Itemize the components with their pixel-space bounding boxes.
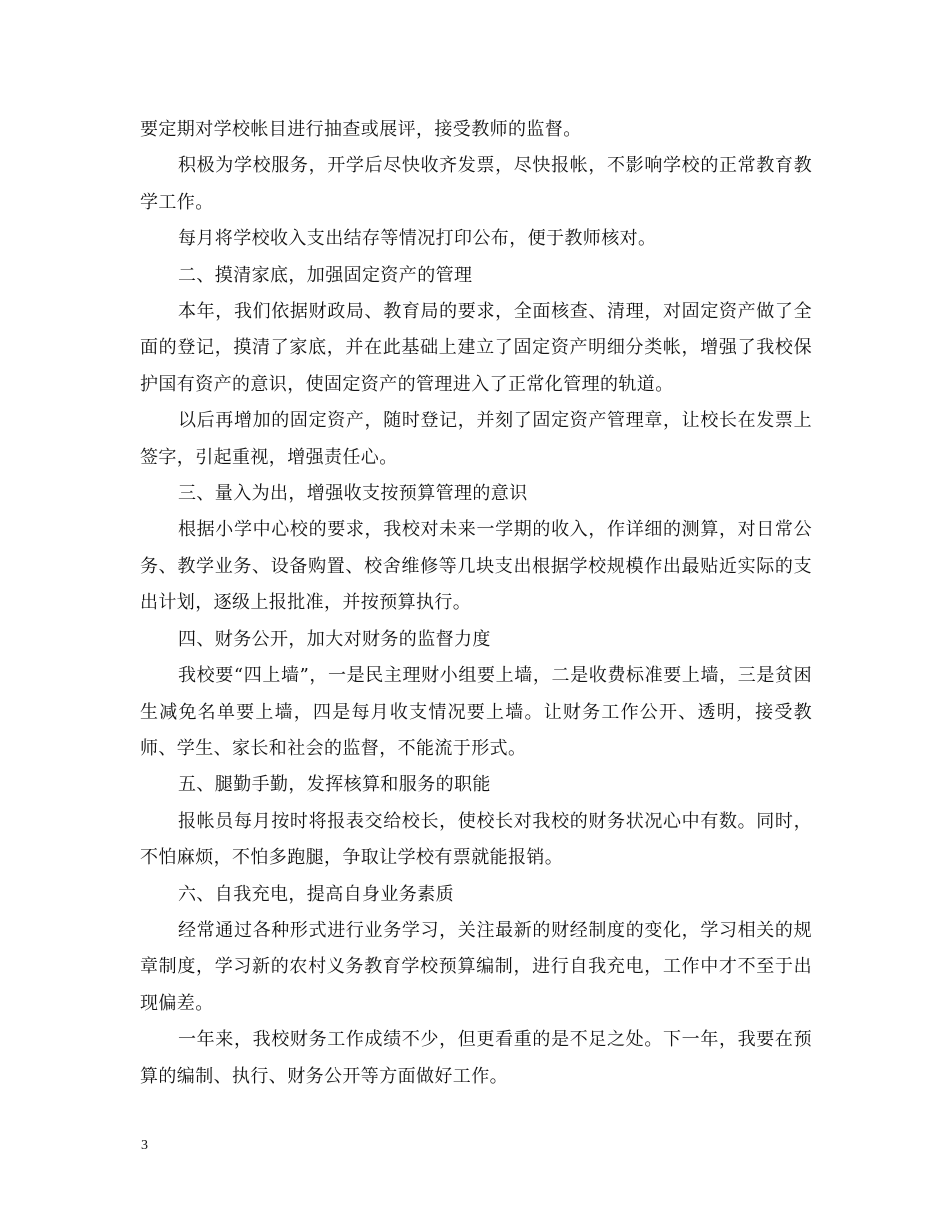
paragraph: 每月将学校收入支出结存等情况打印公布，便于教师核对。 (178, 228, 657, 250)
paragraph-continuation: 要定期对学校帐目进行抽查或展评，接受教师的监督。 (140, 119, 582, 140)
paragraph: 根据小学中心校的要求，我校对未来一学期的收入，作详细的测算，对日常公务、教学业务、设备购置、校舍维修等几块支出根据学校规模作出最贴近实际的支出计划，逐级上报批准，并按预算执行。 (140, 519, 812, 614)
section-heading: 六、自我充电，提高自身业务素质 (178, 883, 454, 905)
paragraph: 积极为学校服务，开学后尽快收齐发票，尽快报帐，不影响学校的正常教育教学工作。 (140, 155, 812, 213)
section-heading: 三、量入为出，增强收支按预算管理的意识 (178, 483, 528, 505)
paragraph: 本年，我们依据财政局、教育局的要求，全面核查、清理，对固定资产做了全面的登记，摸清了家底，并在此基础上建立了固定资产明细分类帐，增强了我校保护国有资产的意识，使固定资产的管理进入了正常化管理的轨道。 (140, 301, 812, 395)
paragraph: 经常通过各种形式进行业务学习，关注最新的财经制度的变化，学习相关的规章制度，学习新的农村义务教育学校预算编制，进行自我充电，工作中才不至于出现偏差。 (140, 919, 812, 1014)
paragraph: 报帐员每月按时将报表交给校长，使校长对我校的财务状况心中有数。同时，不怕麻烦，不怕多跑腿，争取让学校有票就能报销。 (140, 810, 812, 869)
section-heading: 四、财务公开，加大对财务的监督力度 (178, 628, 491, 650)
paragraph: 以后再增加的固定资产，随时登记，并刻了固定资产管理章，让校长在发票上签字，引起重视，增强责任心。 (140, 410, 812, 468)
section-heading: 二、摸清家底，加强固定资产的管理 (178, 264, 473, 286)
document-body (140, 112, 812, 1095)
paragraph: 我校要“四上墙”，一是民主理财小组要上墙，二是收费标准要上墙，三是贫困生减免名单要上墙，四是每月收支情况要上墙。让财务工作公开、透明，接受教师、学生、家长和社会的监督，不能流于形式。 (140, 665, 812, 759)
page-number: 3 (141, 1138, 148, 1153)
paragraph: 一年来，我校财务工作成绩不少，但更看重的是不足之处。下一年，我要在预算的编制、执行、财务公开等方面做好工作。 (140, 1029, 812, 1087)
section-heading: 五、腿勤手勤，发挥核算和服务的职能 (178, 774, 491, 796)
